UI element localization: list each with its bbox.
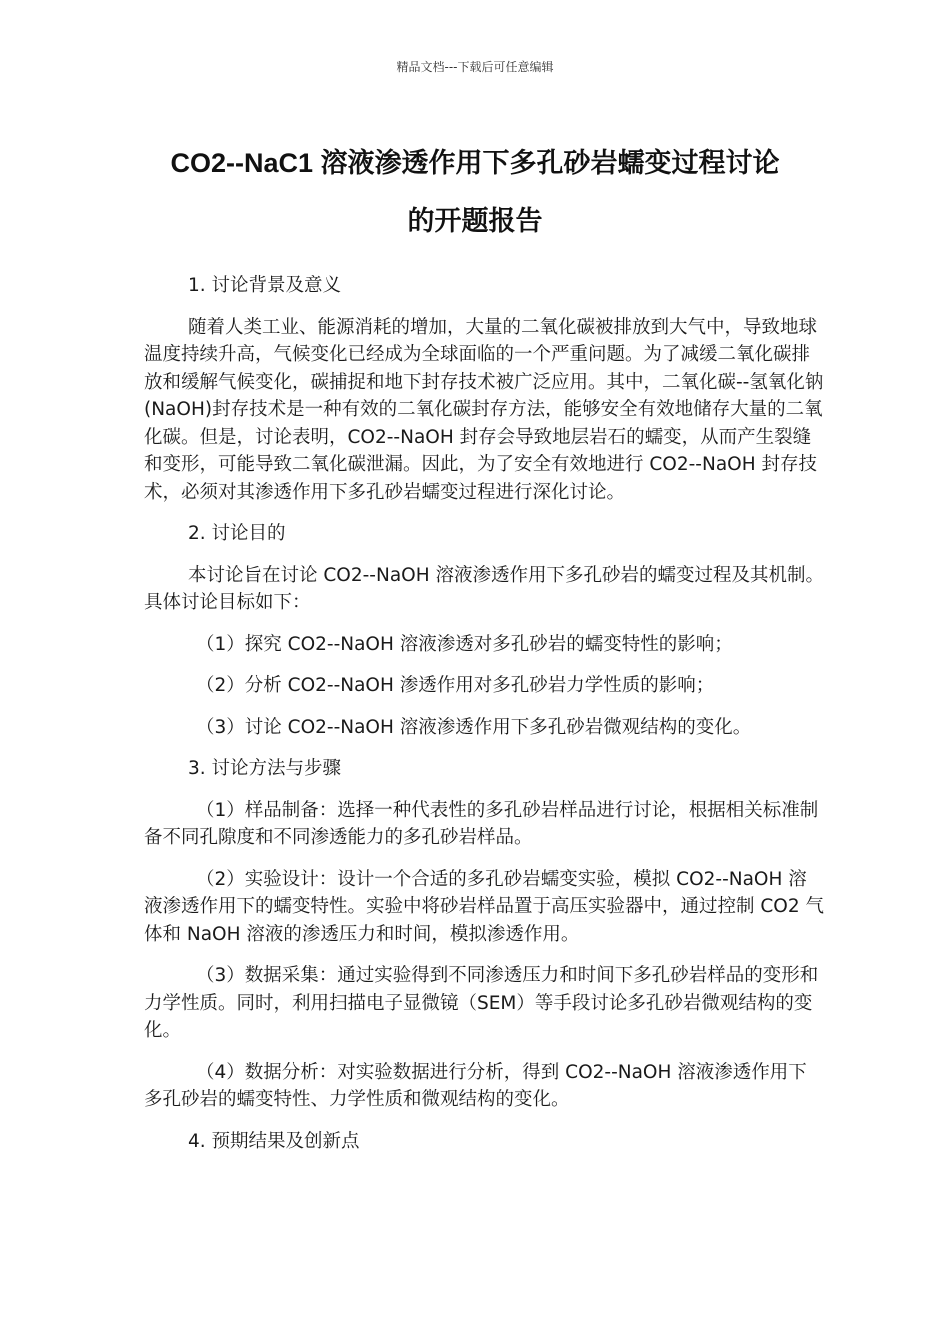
document-body [144,272,824,1169]
method-step-2: （2）实验设计：设计一个合适的多孔砂岩蠕变实验，模拟 CO2--NaOH 溶液渗透作用下的蠕变特性。实验中将砂岩样品置于高压实验器中，通过控制 CO2 气体和 NaOH 溶液的渗透压力和时间，模拟渗透作用。 [144,868,825,945]
method-step-4: （4）数据分析：对实验数据进行分析，得到 CO2--NaOH 溶液渗透作用下多孔砂岩的蠕变特性、力学性质和微观结构的变化。 [144,1061,807,1110]
title-line-2: 的开题报告 [407,206,543,236]
section-heading-4: 4. 预期结果及创新点 [188,1130,360,1152]
section-heading-1: 1. 讨论背景及意义 [188,275,342,296]
section-heading-3: 3. 讨论方法与步骤 [188,758,342,779]
section-heading-2: 2. 讨论目的 [188,523,286,544]
title-line-1: CO2--NaC1 溶液渗透作用下多孔砂岩蠕变过程讨论 [170,148,780,178]
section-1-paragraph: 随着人类工业、能源消耗的增加，大量的二氧化碳被排放到大气中，导致地球温度持续升高，气候变化已经成为全球面临的一个严重问题。为了减缓二氧化碳排放和缓解气候变化，碳捕捉和地下封存技术被广泛应用。其中，二氧化碳--氢氧化钠(NaOH)封存技术是一种有效的二氧化碳封存方法，能够安全有效地储存大量的二氧化碳。但是，讨论表明，CO2--NaOH 封存会导致地层岩石的蠕变，从而产生裂缝和变形，可能导致二氧化碳泄漏。因此，为了安全有效地进行 CO2--NaOH 封存技术，必须对其渗透作用下多孔砂岩蠕变过程进行深化讨论。 [144,316,824,503]
section-2-paragraph: 本讨论旨在讨论 CO2--NaOH 溶液渗透作用下多孔砂岩的蠕变过程及其机制。具体讨论目标如下： [144,564,825,613]
objective-item-3: （3）讨论 CO2--NaOH 溶液渗透作用下多孔砂岩微观结构的变化。 [196,716,752,738]
method-step-1: （1）样品制备：选择一种代表性的多孔砂岩样品进行讨论，根据相关标准制备不同孔隙度和不同渗透能力的多孔砂岩样品。 [144,799,819,848]
header-note: 精品文档---下载后可任意编辑 [396,60,554,74]
document-title [130,134,820,250]
method-step-3: （3）数据采集：通过实验得到不同渗透压力和时间下多孔砂岩样品的变形和力学性质。同时，利用扫描电子显微镜（SEM）等手段讨论多孔砂岩微观结构的变化。 [144,965,819,1041]
objective-item-1: （1）探究 CO2--NaOH 溶液渗透对多孔砂岩的蠕变特性的影响； [196,633,733,655]
objective-item-2: （2）分析 CO2--NaOH 渗透作用对多孔砂岩力学性质的影响； [196,675,715,696]
